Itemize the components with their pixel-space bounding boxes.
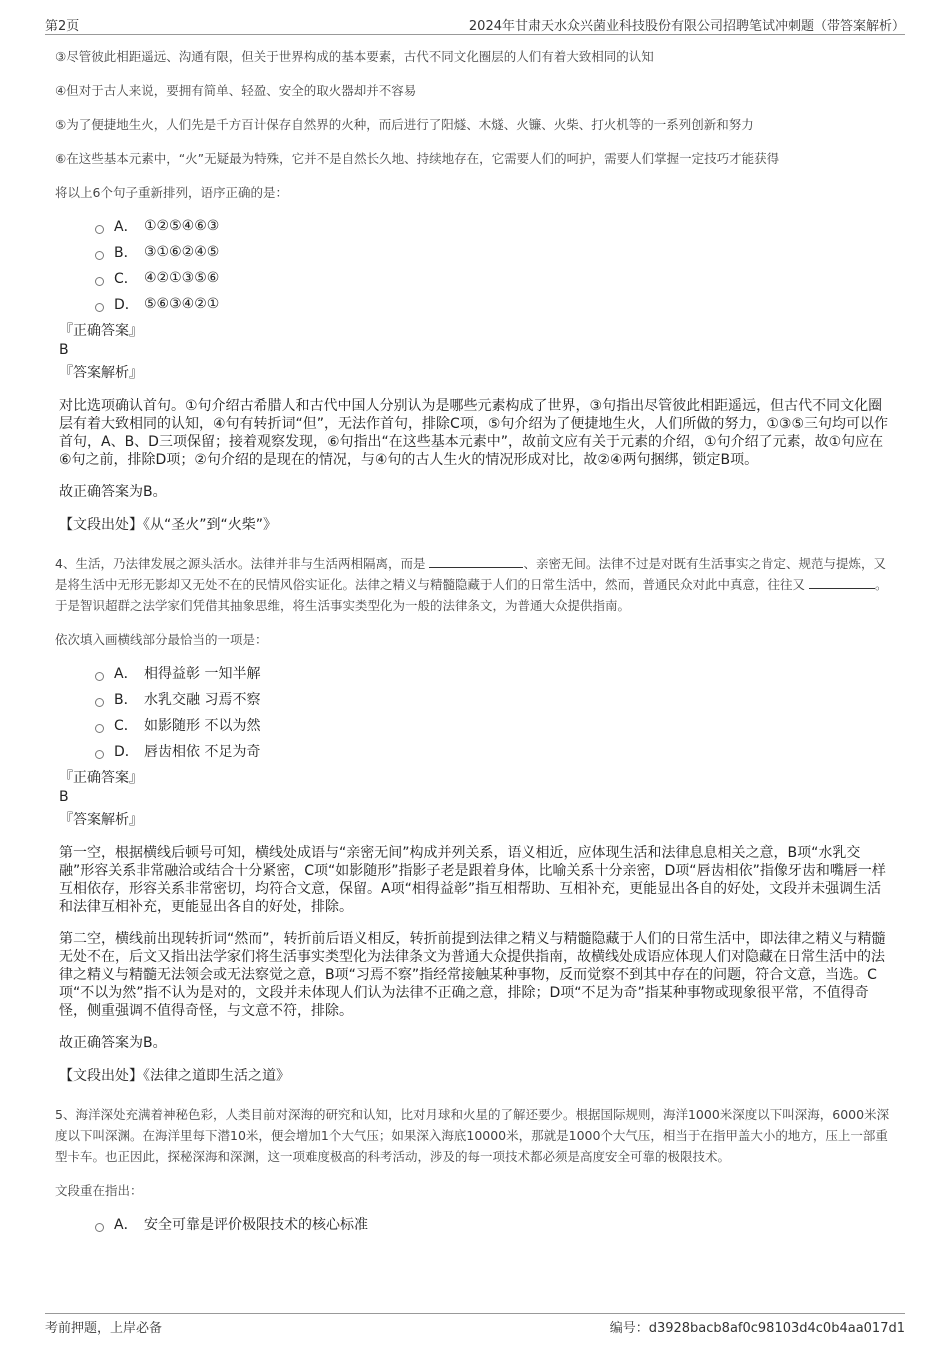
answer-value: B bbox=[59, 789, 69, 805]
analysis-conclusion: 故正确答案为B。 bbox=[59, 484, 167, 500]
document-id: 编号：d3928bacb8af0c98103d4c0b4aa017d1 bbox=[609, 1321, 905, 1336]
option-a[interactable] bbox=[95, 660, 895, 686]
radio-button[interactable] bbox=[95, 225, 104, 234]
option-text: 水乳交融 习焉不察 bbox=[144, 692, 261, 708]
option-letter: C． bbox=[114, 718, 138, 734]
answer-label: 『正确答案』 bbox=[59, 323, 143, 339]
radio-button[interactable] bbox=[95, 724, 104, 733]
option-text: 如影随形 不以为然 bbox=[144, 718, 261, 734]
option-text: 安全可靠是评价极限技术的核心标准 bbox=[144, 1217, 368, 1233]
option-b[interactable] bbox=[95, 239, 895, 265]
option-text: 唇齿相依 不足为奇 bbox=[144, 744, 261, 760]
option-a[interactable] bbox=[95, 1211, 895, 1237]
analysis-label: 『答案解析』 bbox=[59, 812, 143, 828]
radio-button[interactable] bbox=[95, 672, 104, 681]
radio-button[interactable] bbox=[95, 750, 104, 759]
option-letter: D． bbox=[114, 744, 139, 760]
question-prompt: 将以上6个句子重新排列，语序正确的是： bbox=[55, 185, 288, 200]
analysis-paragraph: 对比选项确认首句。①句介绍古希腊人和古代中国人分别认为是哪些元素构成了世界，③句指出尽管彼此相距遥远，但古代不同文化圈层有着大致相同的认知，④句有转折词“但”，无法作首句，排除C项，⑤句介绍为了便捷地生火，人们所做的努力，①③⑤三句均可以作首句，A、B、D三项保留；接着观察发现，⑥句指出“在这些基本元素中”，故前文应有关于元素的介绍，①句介绍了元素，故①句应在⑥句之前，排除D项；②句介绍的是现在的情况，与④句的古人生火的情况形成对比，故②④两句捆绑，锁定B项。 bbox=[59, 398, 889, 468]
fill-blank-2 bbox=[809, 576, 875, 589]
option-text: ④②①③⑤⑥ bbox=[144, 270, 220, 286]
statement-3: ③尽管彼此相距遥远、沟通有限，但关于世界构成的基本要素，古代不同文化圈层的人们有着大致相同的认知 bbox=[55, 49, 654, 64]
stem-part-2: 、亲密无间。法律不过是对既有生活事实之肯定、规范与提炼，又是将生活中无形无影却又无处不在的民情风俗实证化。法律之精义与精髓隐藏于人们的日常生活中，然而，普通民众对此中真意，往往又 bbox=[55, 556, 886, 592]
option-a[interactable] bbox=[95, 213, 895, 239]
option-text: ①②⑤④⑥③ bbox=[144, 218, 220, 234]
page-footer bbox=[45, 1313, 905, 1336]
question-prompt: 依次填入画横线部分最恰当的一项是： bbox=[55, 632, 268, 647]
stem-part-1: 4、生活，乃法律发展之源头活水。法律并非与生活两相隔离，而是 bbox=[55, 556, 426, 571]
option-letter: A． bbox=[114, 666, 138, 682]
answer-label: 『正确答案』 bbox=[59, 770, 143, 786]
question-5 bbox=[55, 1104, 895, 1237]
option-letter: A． bbox=[114, 219, 138, 235]
analysis-conclusion: 故正确答案为B。 bbox=[59, 1035, 167, 1051]
analysis-paragraph: 第二空，横线前出现转折词“然而”，转折前后语义相反，转折前提到法律之精义与精髓隐藏于人们的日常生活中，即法律之精义与精髓无处不在，后文又指出法学家们将生活事实类型化为法律条文为普通大众提供指南，故横线处成语应体现人们对隐藏在日常生活中的法律之精义与精髓无法领会或无法察觉之意，B项“习焉不察”指经常接触某种事物，反而觉察不到其中存在的问题，符合文意，当选。C项“不以为然”指不认为是对的，文段并未体现人们认为法律不正确之意，排除；D项“不足为奇”指某种事物或现象很平常，不值得奇怪，侧重强调不值得奇怪，与文意不符，排除。 bbox=[59, 931, 886, 1019]
stem-part-3: 。于是智识超群之法学家们凭借其抽象思维，将生活事实类型化为一般的法律条文，为普通大众提供指南。 bbox=[55, 577, 888, 613]
question-3 bbox=[55, 46, 895, 535]
page-content bbox=[55, 40, 895, 1237]
statement-5: ⑤为了便捷地生火，人们先是千方百计保存自然界的火种，而后进行了阳燧、木燧、火镰、火柴、打火机等的一系列创新和努力 bbox=[55, 117, 754, 132]
radio-button[interactable] bbox=[95, 698, 104, 707]
option-b[interactable] bbox=[95, 686, 895, 712]
option-text: ⑤⑥③④②① bbox=[144, 296, 220, 312]
option-letter: B． bbox=[114, 692, 138, 708]
option-c[interactable] bbox=[95, 265, 895, 291]
question-stem bbox=[55, 553, 895, 616]
fill-blank-1 bbox=[429, 555, 523, 568]
option-text: ③①⑥②④⑤ bbox=[144, 244, 220, 260]
option-d[interactable] bbox=[95, 291, 895, 317]
radio-button[interactable] bbox=[95, 251, 104, 260]
page-number: 第2页 bbox=[45, 19, 80, 34]
page-header bbox=[45, 14, 905, 35]
option-letter: A． bbox=[114, 1217, 138, 1233]
radio-button[interactable] bbox=[95, 303, 104, 312]
source-citation: 【文段出处】《法律之道即生活之道》 bbox=[59, 1068, 290, 1084]
analysis-paragraph: 第一空，根据横线后顿号可知，横线处成语与“亲密无间”构成并列关系，语义相近，应体现生活和法律息息相关之意，B项“水乳交融”形容关系非常融洽或结合十分紧密，C项“如影随形”指影子老是跟着身体，比喻关系十分亲密，D项“唇齿相依”指像牙齿和嘴唇一样互相依存，形容关系非常密切，均符合文意，保留。A项“相得益彰”指互相帮助、互相补充，更能显出各自的好处，文段并未强调生活和法律互相补充，更能显出各自的好处，排除。 bbox=[59, 845, 886, 915]
radio-button[interactable] bbox=[95, 1223, 104, 1232]
answer-value: B bbox=[59, 342, 69, 358]
statement-4: ④但对于古人来说，要拥有简单、轻盈、安全的取火器却并不容易 bbox=[55, 83, 417, 98]
statement-6: ⑥在这些基本元素中，“火”无疑最为特殊，它并不是自然长久地、持续地存在，它需要人们的呵护，需要人们掌握一定技巧才能获得 bbox=[55, 151, 780, 166]
radio-button[interactable] bbox=[95, 277, 104, 286]
option-letter: D． bbox=[114, 297, 139, 313]
option-letter: C． bbox=[114, 271, 138, 287]
option-d[interactable] bbox=[95, 738, 895, 764]
option-letter: B． bbox=[114, 245, 138, 261]
source-citation: 【文段出处】《从“圣火”到“火柴”》 bbox=[59, 517, 278, 533]
question-4 bbox=[55, 553, 895, 1086]
option-c[interactable] bbox=[95, 712, 895, 738]
analysis-label: 『答案解析』 bbox=[59, 365, 143, 381]
footer-slogan: 考前押题，上岸必备 bbox=[45, 1321, 163, 1336]
document-title: 2024年甘肃天水众兴菌业科技股份有限公司招聘笔试冲刺题（带答案解析） bbox=[468, 19, 905, 34]
question-prompt: 文段重在指出： bbox=[55, 1183, 143, 1198]
question-stem: 5、海洋深处充满着神秘色彩，人类目前对深海的研究和认知，比对月球和火星的了解还要少。根据国际规则，海洋1000米深度以下叫深海，6000米深度以下叫深渊。在海洋里每下潜10米，便会增加1个大气压；如果深入海底10000米，那就是1000个大气压，相当于在指甲盖大小的地方，压上一部重型卡车。也正因此，探秘深海和深渊，这一项难度极高的科考活动，涉及的每一项技术都必须是高度安全可靠的极限技术。 bbox=[55, 1107, 890, 1164]
option-text: 相得益彰 一知半解 bbox=[144, 666, 261, 682]
